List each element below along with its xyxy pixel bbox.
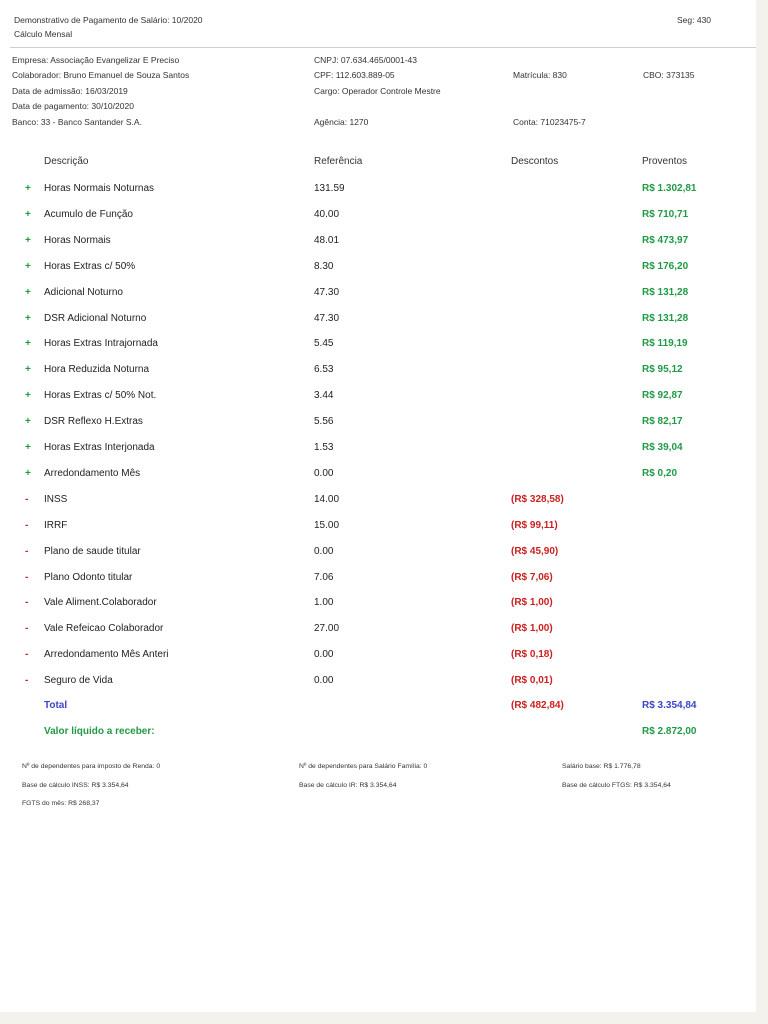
row-description: Horas Extras Interjonada: [44, 442, 155, 453]
row-sign: +: [25, 442, 31, 453]
table-row: [0, 675, 756, 701]
table-row: [0, 235, 756, 261]
row-reference: 15.00: [314, 519, 340, 531]
table-row: [0, 183, 756, 209]
row-desconto: (R$ 1,00): [511, 597, 553, 609]
row-provento: R$ 92,87: [642, 390, 683, 402]
row-desconto: (R$ 0,18): [511, 649, 553, 661]
row-reference: 14.00: [314, 493, 340, 505]
row-reference: 1.53: [314, 442, 334, 453]
row-reference: 48.01: [314, 234, 340, 246]
table-row: [0, 338, 756, 364]
row-sign: -: [25, 623, 29, 635]
row-sign: -: [25, 675, 29, 687]
net-amount-value: R$ 2.872,00: [642, 726, 697, 737]
row-provento: R$ 131,28: [642, 312, 689, 324]
column-header-proventos: Proventos: [642, 156, 688, 167]
table-row: [0, 313, 756, 339]
table-row: [0, 390, 756, 416]
row-sign: +: [25, 416, 31, 428]
base-calculo-ir: Base de cálculo IR: R$ 3.354,64: [299, 782, 397, 789]
row-reference: 5.45: [314, 338, 334, 350]
row-description: Adicional Noturno: [44, 286, 123, 298]
table-row: [0, 209, 756, 235]
table-row: [0, 546, 756, 572]
seg-number: Seg: 430: [677, 15, 712, 25]
row-reference: 40.00: [314, 208, 340, 220]
row-description: Plano Odonto titular: [44, 571, 133, 583]
row-provento: R$ 176,20: [642, 260, 689, 272]
salario-base: Salário base: R$ 1.776,78: [562, 763, 641, 770]
total-row: [0, 700, 756, 726]
row-reference: 6.53: [314, 364, 334, 376]
row-desconto: (R$ 45,90): [511, 545, 559, 557]
table-row: [0, 261, 756, 287]
row-provento: R$ 473,97: [642, 234, 689, 246]
table-row: [0, 649, 756, 675]
row-sign: -: [25, 649, 29, 661]
row-description: Horas Normais: [44, 234, 111, 246]
row-description: Acumulo de Função: [44, 208, 133, 220]
total-label: Total: [44, 700, 68, 711]
row-description: Horas Normais Noturnas: [44, 183, 155, 194]
row-reference: 0.00: [314, 545, 334, 557]
row-sign: +: [25, 338, 31, 350]
row-desconto: (R$ 1,00): [511, 623, 553, 635]
row-provento: R$ 131,28: [642, 286, 689, 298]
table-row: [0, 442, 756, 468]
net-amount-label: Valor líquido a receber:: [44, 726, 155, 737]
row-provento: R$ 710,71: [642, 208, 689, 220]
row-provento: R$ 39,04: [642, 442, 683, 453]
row-reference: 0.00: [314, 675, 334, 687]
table-row: [0, 287, 756, 313]
row-sign: +: [25, 286, 31, 298]
column-header-referencia: Referência: [314, 156, 363, 167]
table-row: [0, 520, 756, 546]
table-row: [0, 572, 756, 598]
base-calculo-fgts: Base de cálculo FTGS: R$ 3.354,64: [562, 782, 671, 789]
matricula-field: Matrícula: 830: [513, 70, 567, 80]
row-reference: 27.00: [314, 623, 340, 635]
row-sign: +: [25, 312, 31, 324]
row-description: Vale Refeicao Colaborador: [44, 623, 164, 635]
cnpj-field: CNPJ: 07.634.465/0001-43: [314, 55, 418, 65]
row-description: Plano de saude titular: [44, 545, 141, 557]
row-provento: R$ 1.302,81: [642, 183, 697, 194]
cpf-field: CPF: 112.603.889-05: [314, 70, 395, 80]
column-header-descricao: Descrição: [44, 156, 89, 167]
row-reference: 5.56: [314, 416, 334, 428]
row-description: Arredondamento Mês: [44, 467, 141, 479]
table-row: [0, 494, 756, 520]
row-description: INSS: [44, 493, 68, 505]
dependentes-salario-familia: Nº de dependentes para Salário Família: 0: [299, 763, 428, 770]
row-provento: R$ 95,12: [642, 364, 683, 376]
row-sign: -: [25, 493, 29, 505]
document-title: Demonstrativo de Pagamento de Salário: 10/2020: [14, 15, 203, 25]
row-description: Hora Reduzida Noturna: [44, 364, 150, 376]
row-description: Horas Extras c/ 50%: [44, 260, 136, 272]
row-reference: 3.44: [314, 390, 334, 402]
row-reference: 0.00: [314, 467, 334, 479]
column-header-descontos: Descontos: [511, 156, 559, 167]
base-calculo-inss: Base de cálculo INSS: R$ 3.354,64: [22, 782, 129, 789]
row-sign: +: [25, 467, 31, 479]
row-reference: 0.00: [314, 649, 334, 661]
row-description: IRRF: [44, 519, 68, 531]
row-provento: R$ 119,19: [642, 338, 688, 350]
row-desconto: (R$ 0,01): [511, 675, 553, 687]
table-row: [0, 364, 756, 390]
row-description: Horas Extras c/ 50% Not.: [44, 390, 157, 402]
row-sign: +: [25, 208, 31, 220]
total-descontos: (R$ 482,84): [511, 700, 564, 711]
row-description: Horas Extras Intrajornada: [44, 338, 158, 350]
row-provento: R$ 82,17: [642, 416, 683, 428]
cbo-field: CBO: 373135: [643, 70, 695, 80]
table-row: [0, 623, 756, 649]
row-sign: +: [25, 234, 31, 246]
table-row: [0, 597, 756, 623]
cargo-field: Cargo: Operador Controle Mestre: [314, 86, 441, 96]
row-sign: -: [25, 571, 29, 583]
colaborador-field: Colaborador: Bruno Emanuel de Souza Santos: [12, 70, 190, 80]
row-sign: +: [25, 364, 31, 376]
row-reference: 8.30: [314, 260, 334, 272]
dependentes-ir: Nº de dependentes para imposto de Renda: 0: [22, 763, 161, 770]
row-reference: 1.00: [314, 597, 334, 609]
row-sign: -: [25, 597, 29, 609]
row-sign: -: [25, 545, 29, 557]
row-description: Arredondamento Mês Anteri: [44, 649, 169, 661]
row-reference: 47.30: [314, 286, 340, 298]
conta-field: Conta: 71023475-7: [513, 117, 586, 127]
admissao-field: Data de admissão: 16/03/2019: [12, 86, 128, 96]
row-desconto: (R$ 99,11): [511, 519, 558, 531]
row-sign: -: [25, 519, 29, 531]
row-sign: +: [25, 390, 31, 402]
row-description: Vale Aliment.Colaborador: [44, 597, 157, 609]
fgts-mes: FGTS do mês: R$ 268,37: [22, 800, 100, 807]
total-proventos: R$ 3.354,84: [642, 700, 697, 711]
header-divider: [10, 47, 756, 48]
document-subtitle: Cálculo Mensal: [14, 29, 73, 39]
row-description: Seguro de Vida: [44, 675, 113, 687]
row-desconto: (R$ 328,58): [511, 493, 564, 505]
net-amount-row: [0, 726, 756, 752]
banco-field: Banco: 33 - Banco Santander S.A.: [12, 117, 142, 127]
agencia-field: Agência: 1270: [314, 117, 369, 127]
row-provento: R$ 0,20: [642, 467, 678, 479]
table-row: [0, 416, 756, 442]
row-desconto: (R$ 7,06): [511, 571, 553, 583]
row-description: DSR Adicional Noturno: [44, 312, 147, 324]
table-row: [0, 468, 756, 494]
row-reference: 47.30: [314, 312, 340, 324]
row-reference: 7.06: [314, 571, 334, 583]
row-sign: +: [25, 183, 31, 194]
row-sign: +: [25, 260, 31, 272]
empresa-field: Empresa: Associação Evangelizar E Preciso: [12, 55, 180, 65]
row-description: DSR Reflexo H.Extras: [44, 416, 143, 428]
pagamento-field: Data de pagamento: 30/10/2020: [12, 101, 134, 111]
row-reference: 131.59: [314, 183, 345, 194]
